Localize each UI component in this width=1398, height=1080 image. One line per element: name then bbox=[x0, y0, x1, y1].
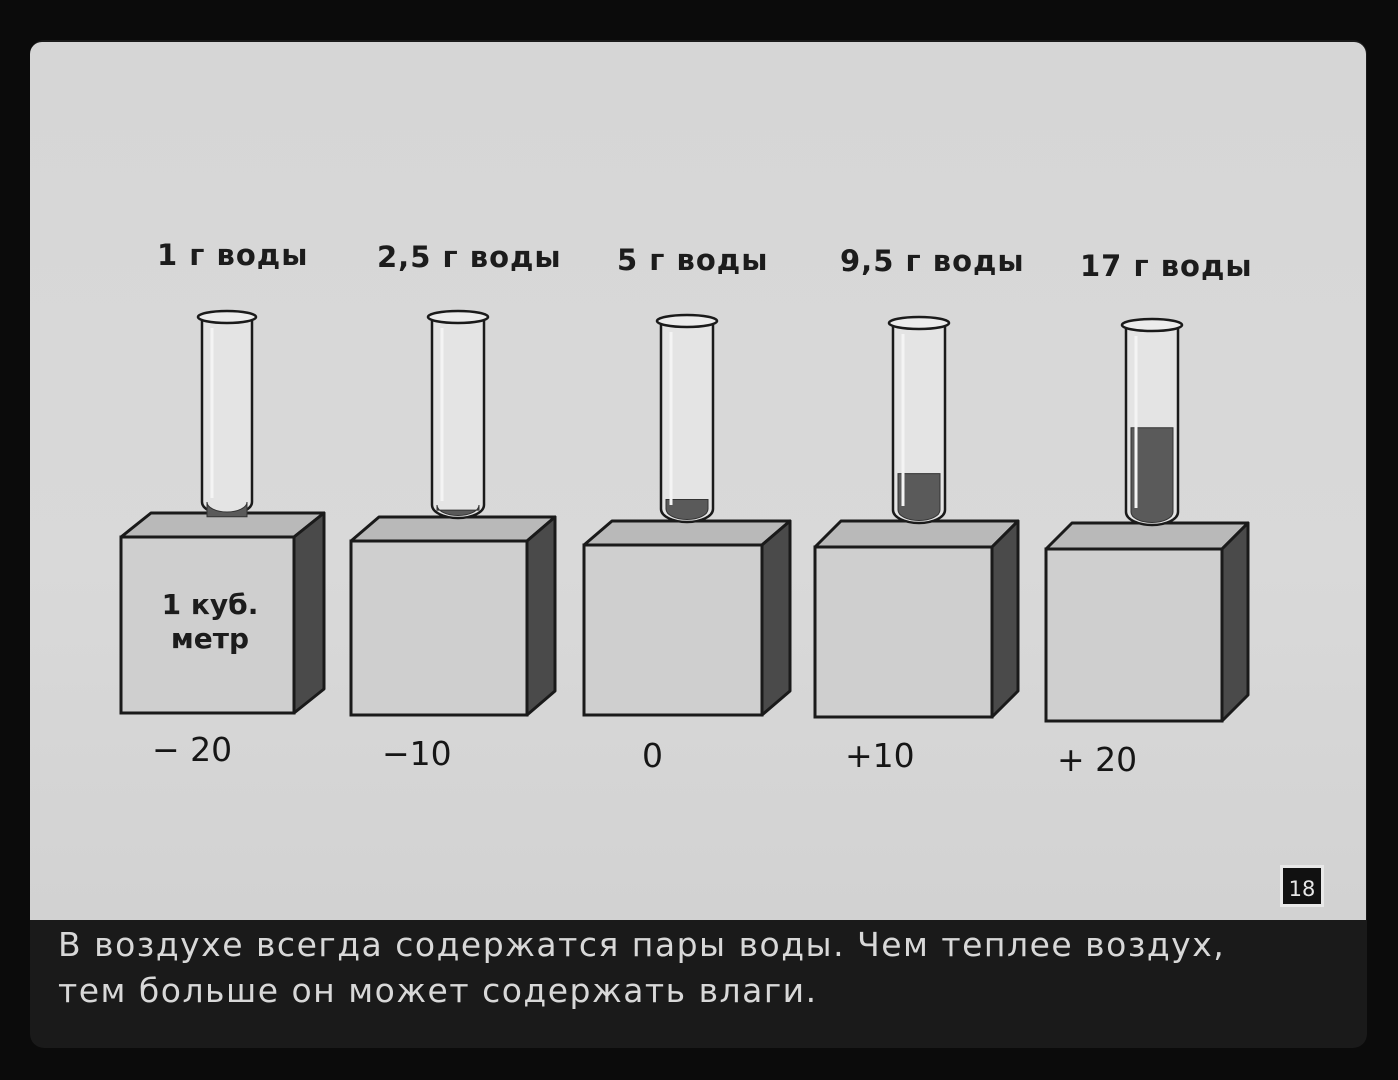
amount-label-5: 17 г воды bbox=[1080, 249, 1253, 283]
cube-side-face-2 bbox=[527, 517, 555, 715]
sample-group-3 bbox=[584, 315, 790, 715]
caption-line-1: В воздухе всегда содержатся пары воды. Чем теплее воздух, bbox=[58, 925, 1226, 964]
cube-label-line1: 1 куб. bbox=[161, 588, 259, 621]
caption-line-2: тем больше он может содержать влаги. bbox=[58, 971, 818, 1010]
cube-label-line2: метр bbox=[170, 622, 250, 655]
sample-group-2 bbox=[351, 311, 555, 715]
amount-label-2: 2,5 г воды bbox=[377, 240, 562, 274]
sample-group-5 bbox=[1046, 319, 1248, 721]
temperature-label-3: 0 bbox=[642, 736, 663, 775]
test-tube-rim-1 bbox=[198, 311, 256, 323]
cube-volume-label bbox=[150, 588, 270, 656]
amount-label-3: 5 г воды bbox=[617, 243, 769, 277]
test-tube-2 bbox=[432, 318, 484, 518]
cube-front-face-5 bbox=[1046, 549, 1222, 721]
temperature-label-1: − 20 bbox=[152, 730, 233, 769]
test-tube-rim-5 bbox=[1122, 319, 1182, 331]
caption bbox=[58, 922, 1328, 1014]
test-tube-rim-4 bbox=[889, 317, 949, 329]
cube-side-face-5 bbox=[1222, 523, 1248, 721]
test-tube-rim-2 bbox=[428, 311, 488, 323]
amount-label-1: 1 г воды bbox=[157, 238, 309, 272]
cube-top-face-4 bbox=[815, 521, 1018, 547]
sample-group-4 bbox=[815, 317, 1018, 717]
temperature-label-5: + 20 bbox=[1057, 740, 1138, 779]
cube-top-face-5 bbox=[1046, 523, 1248, 549]
temperature-label-2: −10 bbox=[382, 734, 452, 773]
test-tube-1 bbox=[202, 318, 252, 515]
slide-number-badge: 18 bbox=[1280, 865, 1324, 907]
cube-front-face-2 bbox=[351, 541, 527, 715]
cube-top-face-2 bbox=[351, 517, 555, 541]
cube-side-face-3 bbox=[762, 521, 790, 715]
test-tube-rim-3 bbox=[657, 315, 717, 327]
cube-side-face-1 bbox=[294, 513, 324, 713]
cube-side-face-4 bbox=[992, 521, 1018, 717]
temperature-label-4: +10 bbox=[845, 736, 915, 775]
cube-front-face-4 bbox=[815, 547, 992, 717]
cube-top-face-3 bbox=[584, 521, 790, 545]
test-tube-3 bbox=[661, 322, 713, 522]
amount-label-4: 9,5 г воды bbox=[840, 244, 1025, 278]
cube-front-face-3 bbox=[584, 545, 762, 715]
